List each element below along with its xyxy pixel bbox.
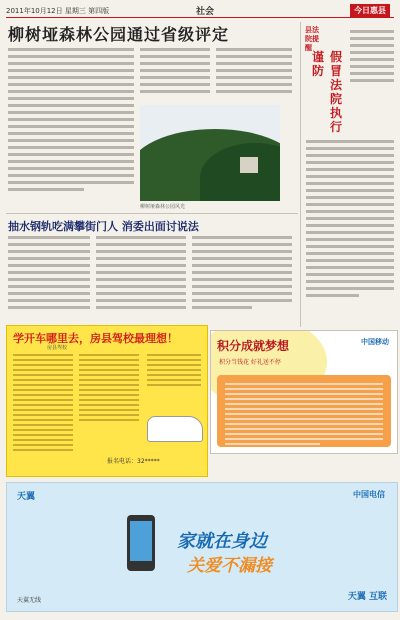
- article2-body-col1: [8, 236, 90, 313]
- column-divider: [300, 22, 301, 327]
- article1-body-left: [8, 48, 134, 195]
- sidebar-title-a: 谨防: [312, 50, 325, 78]
- article2-body-col2: [96, 236, 186, 313]
- park-photo: [140, 105, 280, 201]
- second-headline: 抽水钢轨吃满攀街门人 消委出面讨说法: [8, 220, 199, 233]
- driving-ad-title: 学开车哪里去，房县驾校最理想！: [13, 332, 178, 345]
- driving-ad-subtitle: 房县驾校: [47, 345, 68, 351]
- header-rule: [6, 17, 394, 18]
- telecom-banner-ad[interactable]: [6, 482, 398, 612]
- section-rule: [6, 213, 298, 214]
- driving-ad-body-left: [13, 354, 73, 454]
- mobile-ad-title: 积分成就梦想: [217, 339, 290, 353]
- photo-caption: 柳树垭森林公园风光: [140, 204, 186, 210]
- masthead-brand: 今日惠县: [350, 4, 390, 17]
- sidebar-body-2: [306, 140, 394, 301]
- sidebar-tag: 县法院提醒: [305, 26, 319, 52]
- main-headline: 柳树垭森林公园通过省级评定: [8, 25, 230, 44]
- mobile-ad-subtitle: 积分当钱花 好礼送不停: [219, 359, 281, 366]
- page-header: [6, 4, 394, 16]
- banner-footer-left: 天翼无线: [17, 597, 42, 604]
- driving-ad-phone: 报名电话：32*****: [107, 458, 160, 465]
- mobile-phone-icon: [127, 515, 155, 571]
- mobile-ad-panel: [217, 375, 391, 447]
- banner-footer-right: 天翼 互联: [347, 592, 387, 602]
- section-name: 社会: [196, 7, 215, 17]
- banner-slogan-line2: 关爱不漏接: [187, 556, 272, 576]
- sidebar-title-b: 假冒法院执行: [330, 50, 343, 134]
- tianyi-logo: 天翼: [17, 492, 36, 502]
- mobile-ad-body: [225, 383, 383, 448]
- mobile-points-ad[interactable]: [210, 330, 398, 454]
- china-mobile-logo: 中国移动: [361, 338, 389, 346]
- article1-body-mid2: [216, 48, 292, 97]
- issue-date: 2011年10月12日 星期三 第四版: [6, 7, 110, 15]
- driving-ad-body-mid: [79, 354, 139, 424]
- sidebar-body: [350, 30, 394, 86]
- car-icon: [147, 416, 203, 442]
- banner-slogan-line1: 家就在身边: [177, 531, 267, 552]
- driving-school-ad[interactable]: [6, 325, 208, 477]
- article1-body-mid: [140, 48, 210, 97]
- driving-ad-body-right: [147, 354, 201, 389]
- china-telecom-logo: 中国电信: [353, 490, 385, 499]
- article2-body-col3: [192, 236, 292, 313]
